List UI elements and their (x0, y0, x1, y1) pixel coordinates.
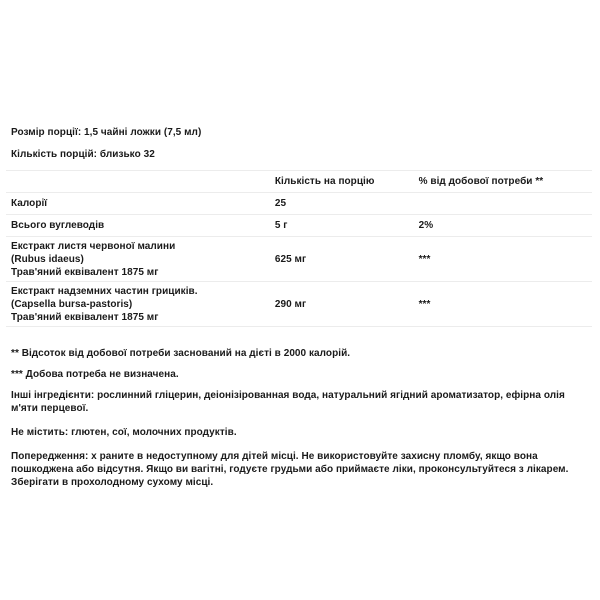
row-amount: 625 мг (270, 237, 414, 282)
table-row (6, 282, 592, 327)
table-row (6, 215, 592, 237)
column-header-daily-value: % від добової потреби ** (414, 171, 592, 193)
nutrition-table (6, 170, 592, 327)
row-amount: 25 (270, 193, 414, 215)
other-ingredients: Інші інгредієнти: рослинний гліцерин, деіонізірованная вода, натуральний ягідний ароматизатор, ефірна олія м'яти перцевої. (11, 390, 565, 414)
row-daily-value: *** (414, 282, 592, 327)
row-name (6, 237, 270, 282)
ingredient-equivalent: Трав'яний еквівалент 1875 мг (11, 266, 159, 278)
row-daily-value (414, 193, 592, 215)
ingredient-latin-name: (Rubus idaeus) (11, 253, 84, 265)
row-name: Калорії (6, 193, 270, 215)
warning-statement: Попередження: х раните в недоступному для дітей місці. Не використовуйте захисну пломбу, якщо вона пошкоджена або відсутня. Якщо ви вагітні, годуєте грудьми або приймаєте ліки, проконсультуйтеся з лікарем. Зберігати в прохолодному сухому місці. (11, 451, 569, 488)
row-daily-value: 2% (414, 215, 592, 237)
serving-size: Розмір порції: 1,5 чайні ложки (7,5 мл) (11, 127, 202, 138)
row-amount: 5 г (270, 215, 414, 237)
ingredient-name: Екстракт надземних частин грициків. (11, 285, 198, 297)
table-row (6, 193, 592, 215)
row-name: Всього вуглеводів (6, 215, 270, 237)
table-row (6, 237, 592, 282)
column-header-amount: Кількість на порцію (270, 171, 414, 193)
servings-per-container: Кількість порцій: близько 32 (11, 149, 155, 160)
free-of-statement: Не містить: глютен, сої, молочних продуктів. (11, 427, 237, 438)
ingredient-equivalent: Трав'яний еквівалент 1875 мг (11, 311, 159, 323)
ingredient-latin-name: (Capsella bursa-pastoris) (11, 298, 133, 310)
daily-value-footnote: ** Відсоток від добової потреби заснований на дієті в 2000 калорій. (11, 348, 351, 359)
table-header-row (6, 171, 592, 193)
row-daily-value: *** (414, 237, 592, 282)
no-daily-value-footnote: *** Добова потреба не визначена. (11, 369, 179, 380)
column-header-name (6, 171, 270, 193)
ingredient-name: Екстракт листя червоної малини (11, 240, 176, 252)
row-amount: 290 мг (270, 282, 414, 327)
row-name (6, 282, 270, 327)
